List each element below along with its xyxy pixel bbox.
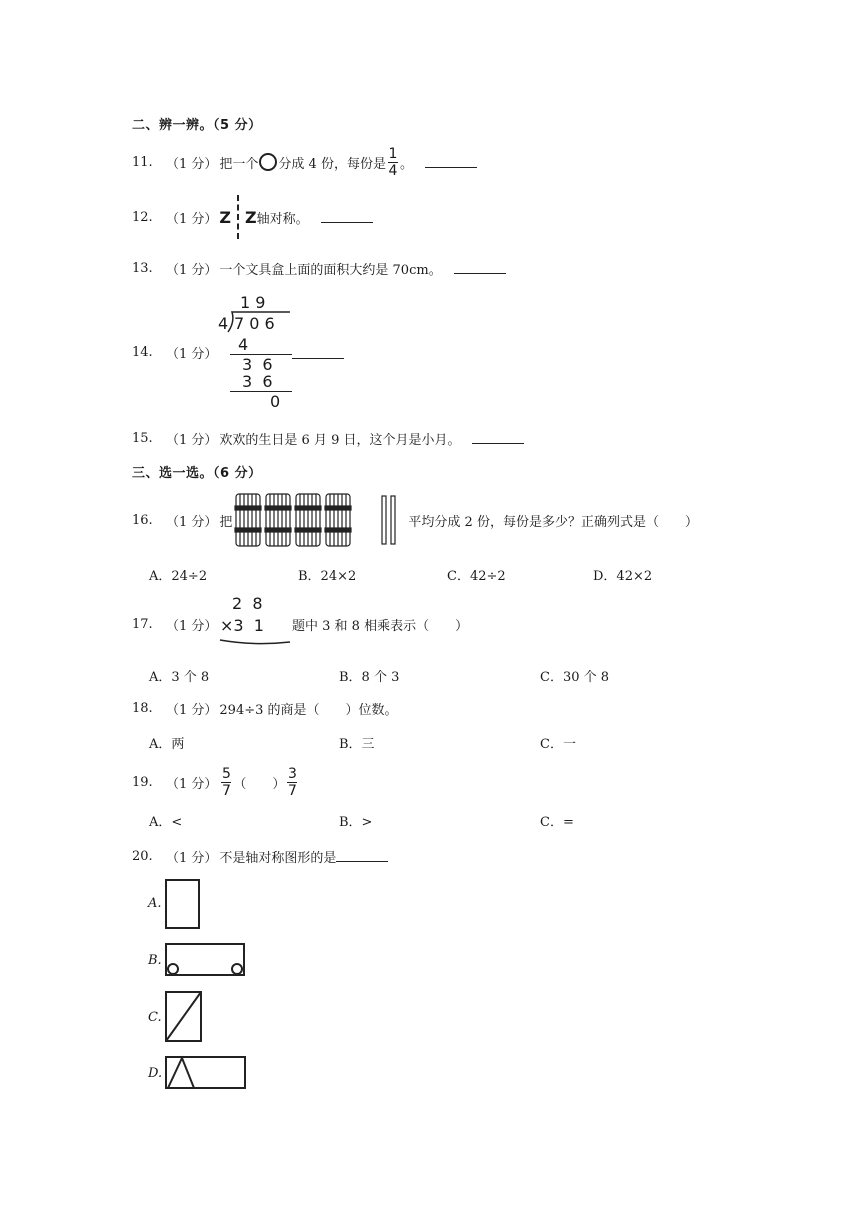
letter-left: Z — [219, 207, 232, 227]
figure-label-d: D. — [148, 1066, 163, 1081]
figure-label-a: A. — [148, 896, 162, 911]
question-text: 把 — [219, 514, 233, 530]
answer-blank[interactable] — [472, 432, 524, 444]
option-c[interactable]: C．= — [540, 815, 574, 830]
question-text: 平均分成 2 份，每份是多少？正确列式是（ ） — [408, 514, 698, 530]
fraction — [388, 147, 398, 178]
answer-blank[interactable] — [321, 211, 373, 223]
option-c[interactable]: C．42÷2 — [447, 569, 506, 584]
question-number: 12. — [132, 209, 153, 225]
question-20 — [132, 846, 388, 866]
question-points: （1 分） — [166, 776, 218, 792]
question-number: 15. — [132, 430, 153, 446]
figure-label-b: B. — [148, 953, 162, 968]
option-b[interactable]: B．> — [339, 815, 373, 830]
option-d[interactable]: D．42×2 — [593, 569, 653, 584]
tall-rectangle-icon[interactable] — [164, 878, 202, 930]
question-text: 分成 4 份，每份是 — [278, 156, 386, 172]
question-17 — [132, 614, 219, 634]
long-division-figure — [216, 294, 292, 412]
question-15 — [132, 428, 524, 448]
option-a[interactable]: A．24÷2 — [149, 569, 208, 584]
question-19 — [132, 764, 299, 800]
fraction-denominator: 7 — [221, 782, 231, 799]
question-number: 18. — [132, 700, 153, 716]
question-number: 20. — [132, 848, 153, 864]
option-b[interactable]: B．24×2 — [298, 569, 357, 584]
question-text: 题中 3 和 8 相乘表示（ ） — [292, 618, 469, 634]
question-number: 14. — [132, 344, 153, 360]
step-subtract-2: 3 6 — [242, 372, 273, 391]
divisor: 4 — [218, 314, 229, 333]
question-text: 。 — [399, 156, 413, 172]
question-13 — [132, 258, 506, 278]
option-a[interactable]: A．3 个 8 — [149, 670, 210, 685]
question-points: （1 分） — [166, 346, 218, 362]
question-points: （1 分） — [166, 618, 218, 634]
question-points: （1 分） — [166, 211, 218, 227]
question-points: （1 分） — [166, 432, 218, 448]
figure-label-c: C. — [148, 1010, 162, 1025]
question-number: 19. — [132, 774, 153, 790]
question-text: 欢欢的生日是 6 月 9 日，这个月是小月。 — [219, 432, 461, 448]
stick-bundles-icon — [234, 492, 406, 548]
question-text: 不是轴对称图形的是 — [219, 850, 337, 866]
question-points: （1 分） — [166, 262, 218, 278]
option-a[interactable]: A．< — [149, 815, 183, 830]
answer-blank[interactable] — [454, 262, 506, 274]
question-points: （1 分） — [166, 156, 218, 172]
multiplication-figure — [218, 594, 292, 650]
question-18 — [132, 698, 398, 718]
question-16 — [132, 492, 698, 548]
multiplicand: 2 8 — [232, 594, 263, 613]
answer-blank[interactable] — [336, 850, 388, 862]
question-number: 17. — [132, 616, 153, 632]
comparison-blank[interactable]: （ ） — [233, 776, 286, 792]
question-points: （1 分） — [166, 850, 218, 866]
rectangle-with-circles-icon[interactable] — [164, 942, 248, 978]
letter-right: Z — [245, 207, 257, 227]
fraction-denominator: 7 — [287, 782, 297, 799]
question-text: 一个文具盒上面的面积大约是 70cm。 — [219, 262, 442, 278]
circle-icon — [258, 152, 278, 172]
fraction-denominator: 4 — [388, 162, 398, 179]
fraction-right — [287, 767, 297, 798]
fraction-numerator: 1 — [388, 145, 398, 162]
multiplier: ×3 1 — [220, 616, 264, 635]
fraction-numerator: 3 — [287, 765, 297, 782]
question-points: （1 分） — [166, 514, 218, 530]
section-2-title: 二、辨一辨。（5 分） — [132, 118, 262, 133]
question-number: 13. — [132, 260, 153, 276]
step-subtract-1: 4 — [238, 335, 249, 354]
question-12 — [132, 194, 373, 240]
option-c[interactable]: C．30 个 8 — [540, 670, 610, 685]
question-text: 294÷3 的商是（ ）位数。 — [219, 702, 398, 718]
question-text: 轴对称。 — [256, 211, 309, 227]
quotient: 1 9 — [240, 293, 266, 312]
fraction-numerator: 5 — [221, 765, 231, 782]
step-remainder-1: 3 6 — [242, 355, 273, 374]
remainder: 0 — [270, 392, 281, 411]
dividend: 7 0 6 — [234, 314, 275, 333]
question-number: 11. — [132, 154, 153, 170]
answer-blank[interactable] — [425, 156, 477, 168]
option-c[interactable]: C．一 — [540, 737, 576, 752]
answer-blank[interactable] — [292, 347, 344, 359]
square-with-diagonal-icon[interactable] — [164, 990, 204, 1044]
question-text: 把一个 — [219, 156, 259, 172]
question-number: 16. — [132, 512, 153, 528]
symmetry-figure — [219, 195, 256, 239]
rectangle-with-triangle-icon[interactable] — [164, 1055, 248, 1091]
option-b[interactable]: B．8 个 3 — [339, 670, 400, 685]
question-points: （1 分） — [166, 702, 218, 718]
option-a[interactable]: A．两 — [149, 737, 185, 752]
fraction-left — [221, 767, 231, 798]
question-14 — [132, 342, 219, 362]
question-11 — [132, 145, 477, 179]
option-b[interactable]: B．三 — [339, 737, 375, 752]
section-3-title: 三、选一选。（6 分） — [132, 466, 262, 481]
